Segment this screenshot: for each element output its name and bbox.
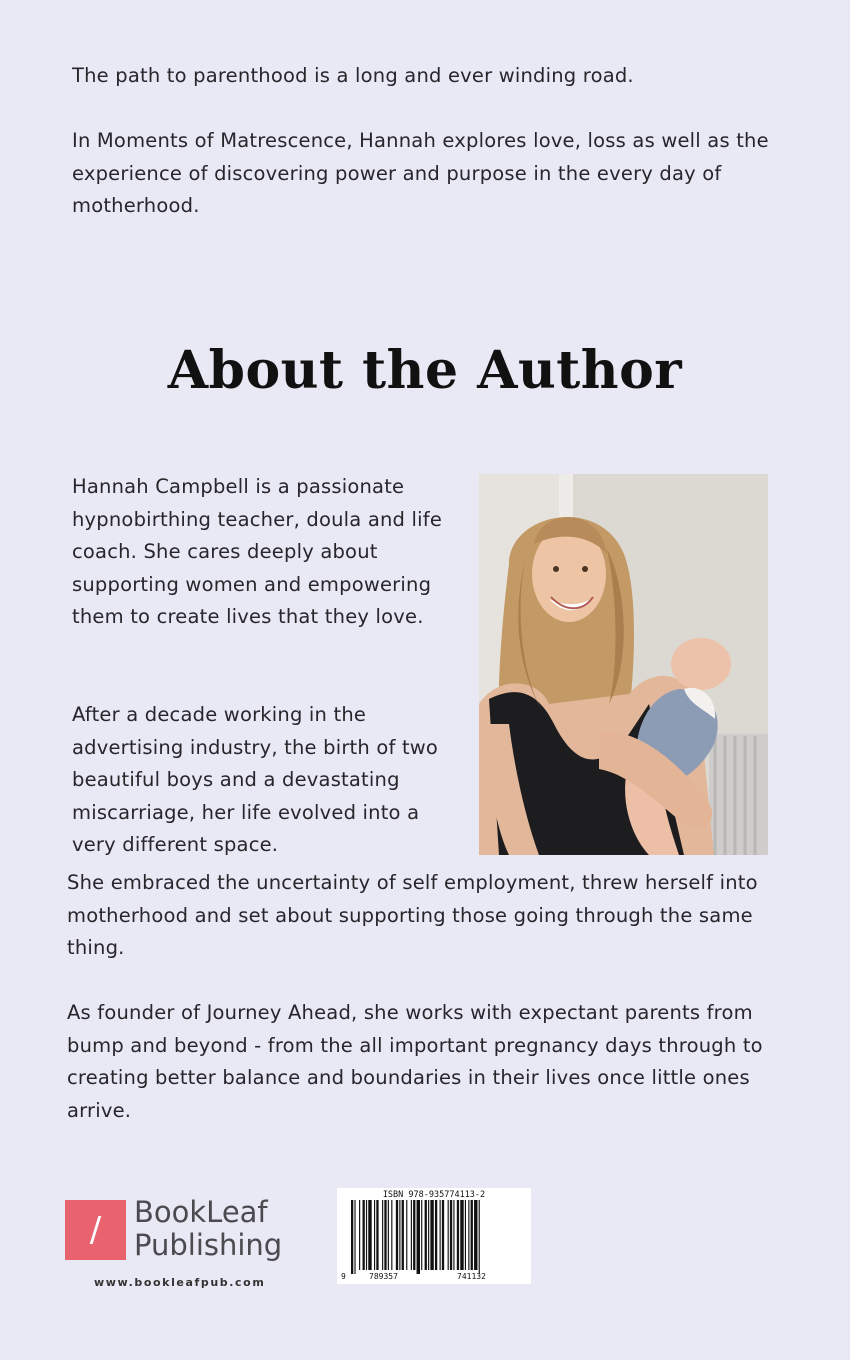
isbn-label: ISBN 978-935774113-2 [382,1190,486,1200]
bio-paragraph-3: She embraced the uncertainty of self employment, threw herself into motherhood and set about supporting those going through the same thing. [67,871,758,959]
intro-line: The path to parenthood is a long and ever winding road. [72,64,634,87]
publisher-name-line-2: Publishing [134,1228,283,1262]
bio-paragraph-1: Hannah Campbell is a passionate hypnobirthing teacher, doula and life coach. She cares deeply about supporting women and empowering them to create lives that they love. [72,475,443,628]
intro-paragraph: In Moments of Matrescence, Hannah explores love, loss as well as the experience of discovering power and purpose in the every day of motherhood. [72,129,769,217]
bio-paragraph-2: After a decade working in the advertising industry, the birth of two beautiful boys and a devastating miscarriage, her life evolved into a very different space. [72,703,439,856]
barcode-digit-lead: 9 [341,1272,346,1281]
publisher-name [134,1196,282,1262]
publisher-url: www.bookleafpub.com [94,1276,266,1289]
barcode-digits-right: 741132 [457,1272,486,1281]
bio-paragraph-4: As founder of Journey Ahead, she works with expectant parents from bump and beyond - from the all important pregnancy days through to creating better balance and boundaries in their lives once little ones arrive. [67,1001,763,1122]
isbn-barcode [337,1188,531,1284]
publisher-name-line-1: BookLeaf [134,1195,268,1229]
barcode-bars [337,1188,531,1284]
author-photo [479,474,768,855]
logo-slash: / [89,1210,102,1250]
section-heading: About the Author [167,340,683,401]
publisher-logo-icon [65,1200,126,1260]
barcode-digits-left: 789357 [369,1272,398,1281]
